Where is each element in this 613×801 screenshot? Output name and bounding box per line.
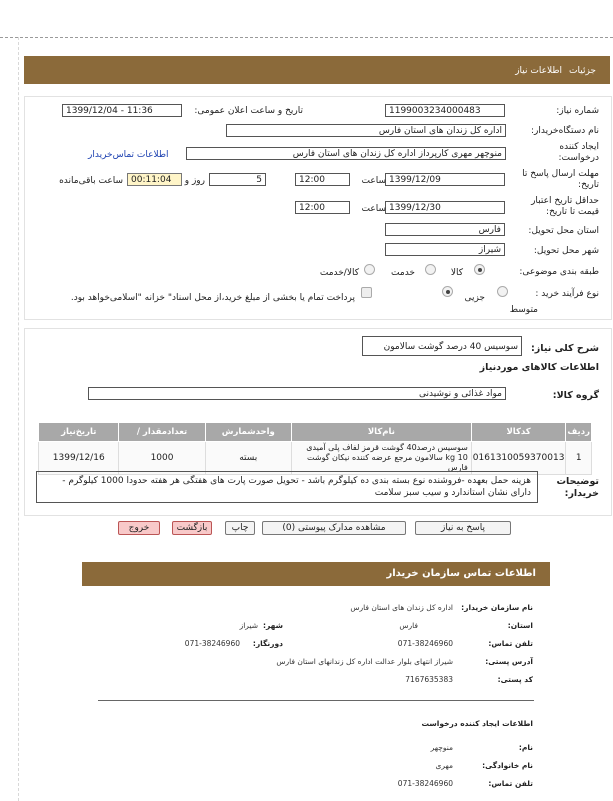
city-field: شیراز: [385, 243, 505, 256]
reply-deadline-label: مهلت ارسال پاسخ تا تاریخ:: [522, 169, 599, 190]
need-number-label: شماره نیاز:: [556, 106, 599, 116]
page-header-bar: [24, 56, 610, 84]
buyer-contact-link[interactable]: اطلاعات تماس‌خریدار: [88, 150, 169, 160]
reply-date-field: 1399/12/09: [385, 173, 505, 186]
creator-name-label: نام:: [518, 743, 533, 752]
days-field: [209, 173, 266, 186]
cell-name: سوسیس درصد40 گوشت قرمز لفاف پلی آمیدی 10 kg سالامون مرجع عرضه کننده نیکان گوشت فارس: [291, 442, 471, 475]
top-divider: [0, 37, 613, 38]
contact-postal-value: 7167635383: [405, 675, 453, 684]
goods-group-label: گروه کالا:: [552, 390, 599, 401]
province-field: فارس: [385, 223, 505, 236]
contact-province-value: فارس: [399, 621, 418, 630]
price-date-field: 1399/12/30: [385, 201, 505, 214]
contact-province-label: استان:: [507, 621, 533, 630]
city-label: شهر محل تحویل:: [533, 246, 599, 256]
col-quantity: تعدادمقدار /: [119, 423, 205, 442]
print-button[interactable]: چاپ: [225, 521, 255, 535]
price-time-label: ساعت: [361, 204, 386, 214]
creator-family-value: مهری: [435, 761, 453, 770]
reply-time-label: ساعت: [361, 176, 386, 186]
creator-info-title: اطلاعات ایجاد کننده درخواست: [421, 719, 533, 728]
days-value: 5: [256, 175, 262, 185]
price-validity-label: حداقل تاریخ اعتبار قیمت تا تاریخ:: [531, 196, 599, 217]
contact-org-value: اداره کل زندان های استان فارس: [350, 603, 453, 612]
tab-details[interactable]: جزئیات: [569, 66, 596, 76]
col-unit: واحدشمارش: [205, 423, 291, 442]
contact-city-label: شهر:: [263, 621, 283, 630]
category-label: طبقه بندی موضوعی:: [519, 267, 599, 277]
buyer-org-field: اداره کل زندان های استان فارس: [226, 124, 506, 137]
creator-name-value: منوچهر: [430, 743, 453, 752]
cell-need-date: 1399/12/16: [39, 442, 119, 475]
category-goods-service-radio[interactable]: [364, 264, 375, 275]
creator-family-label: نام خانوادگی:: [482, 761, 533, 770]
cell-unit: بسته: [205, 442, 291, 475]
summary-title-field: سوسیس 40 درصد گوشت سالامون: [362, 336, 522, 356]
attachments-button[interactable]: مشاهده مدارک پیوستی (0): [262, 521, 406, 535]
goods-info-heading: اطلاعات کالاهای موردنیاز: [479, 362, 599, 373]
need-number-field: 1199003234000483: [385, 104, 505, 117]
remaining-time-label: ساعت باقی‌مانده: [59, 176, 123, 186]
left-guide-line: [18, 37, 20, 801]
buyer-contact-title: اطلاعات تماس سازمان خریدار: [386, 568, 536, 579]
category-goods-radio[interactable]: [474, 264, 485, 275]
table-row: [39, 442, 592, 475]
process-medium-label: متوسط: [509, 305, 538, 315]
contact-address-label: آدرس پستی:: [485, 657, 533, 666]
price-time-field: 12:00: [295, 201, 350, 214]
exit-button[interactable]: خروج: [118, 521, 160, 535]
col-code: کدکالا: [471, 423, 566, 442]
contact-tel-value: 071-38246960: [397, 639, 453, 648]
contact-divider: [98, 700, 534, 701]
reply-time-field: 12:00: [295, 173, 350, 186]
remaining-time-field: 00:11:04: [127, 173, 182, 186]
treasury-payment-note: پرداخت تمام یا بخشی از مبلغ خرید،از محل اسناد" خزانه "اسلامی‌خواهد بود.: [70, 293, 355, 303]
buyer-org-label: نام دستگاه‌خریدار:: [530, 126, 599, 136]
reply-button[interactable]: پاسخ به نیاز: [415, 521, 511, 535]
back-button[interactable]: بازگشت: [172, 521, 212, 535]
contact-city-value: شیراز: [239, 621, 258, 630]
process-medium-radio[interactable]: [442, 286, 453, 297]
buyer-contact-header: [82, 562, 550, 586]
process-type-label: نوع فرآیند خرید :: [535, 289, 599, 299]
buyer-notes-label: توضیحات خریدار:: [556, 476, 599, 499]
category-goods-label: کالا: [450, 268, 463, 278]
contact-fax-value: 071-38246960: [184, 639, 240, 648]
cell-quantity: 1000: [119, 442, 205, 475]
category-service-label: خدمت: [391, 268, 415, 278]
province-label: استان محل تحویل:: [528, 226, 599, 236]
treasury-payment-checkbox[interactable]: [361, 287, 372, 298]
cell-code: 0161310059370013: [471, 442, 566, 475]
col-name: نام‌کالا: [291, 423, 471, 442]
goods-group-field: مواد غذائی و نوشیدنی: [88, 387, 506, 400]
tab-need-info[interactable]: اطلاعات نیاز: [515, 66, 562, 76]
creator-label: ایجاد کننده درخواست:: [558, 142, 599, 163]
announce-field: 1399/12/04 - 11:36: [62, 104, 182, 117]
buyer-notes-box: هزینه حمل بعهده -فروشنده نوع بسته بندی ده کیلوگرم باشد - تحویل صورت پارت های هفتگی هر هفته حدودا 1000 کیلوگرم - دارای نشان استاندارد و سیب سبز سلامت: [36, 471, 538, 503]
creator-field: منوچهر مهری کارپرداز اداره کل زندان های استان فارس: [186, 147, 506, 160]
category-service-radio[interactable]: [425, 264, 436, 275]
creator-tel-value: 071-38246960: [397, 779, 453, 788]
contact-address-value: شیراز انتهای بلوار عدالت اداره کل زندانهای استان فارس: [276, 657, 453, 666]
contact-fax-label: دورنگار:: [252, 639, 283, 648]
announce-label: تاریخ و ساعت اعلان عمومی:: [194, 106, 303, 116]
cell-row: 1: [566, 442, 592, 475]
days-label: روز و: [184, 176, 205, 186]
category-goods-service-label: کالا/خدمت: [319, 268, 359, 278]
process-partial-label: جزیی: [464, 293, 485, 303]
contact-tel-label: تلفن تماس:: [488, 639, 533, 648]
process-partial-radio[interactable]: [497, 286, 508, 297]
creator-tel-label: تلفن تماس:: [488, 779, 533, 788]
summary-title-label: شرح کلی نیاز:: [530, 343, 599, 354]
contact-org-label: نام سازمان خریدار:: [461, 603, 533, 612]
contact-postal-label: کد پستی:: [497, 675, 533, 684]
col-need-date: تاریخ‌نیاز: [39, 423, 119, 442]
goods-table: [38, 422, 592, 475]
col-row: ردیف: [566, 423, 592, 442]
